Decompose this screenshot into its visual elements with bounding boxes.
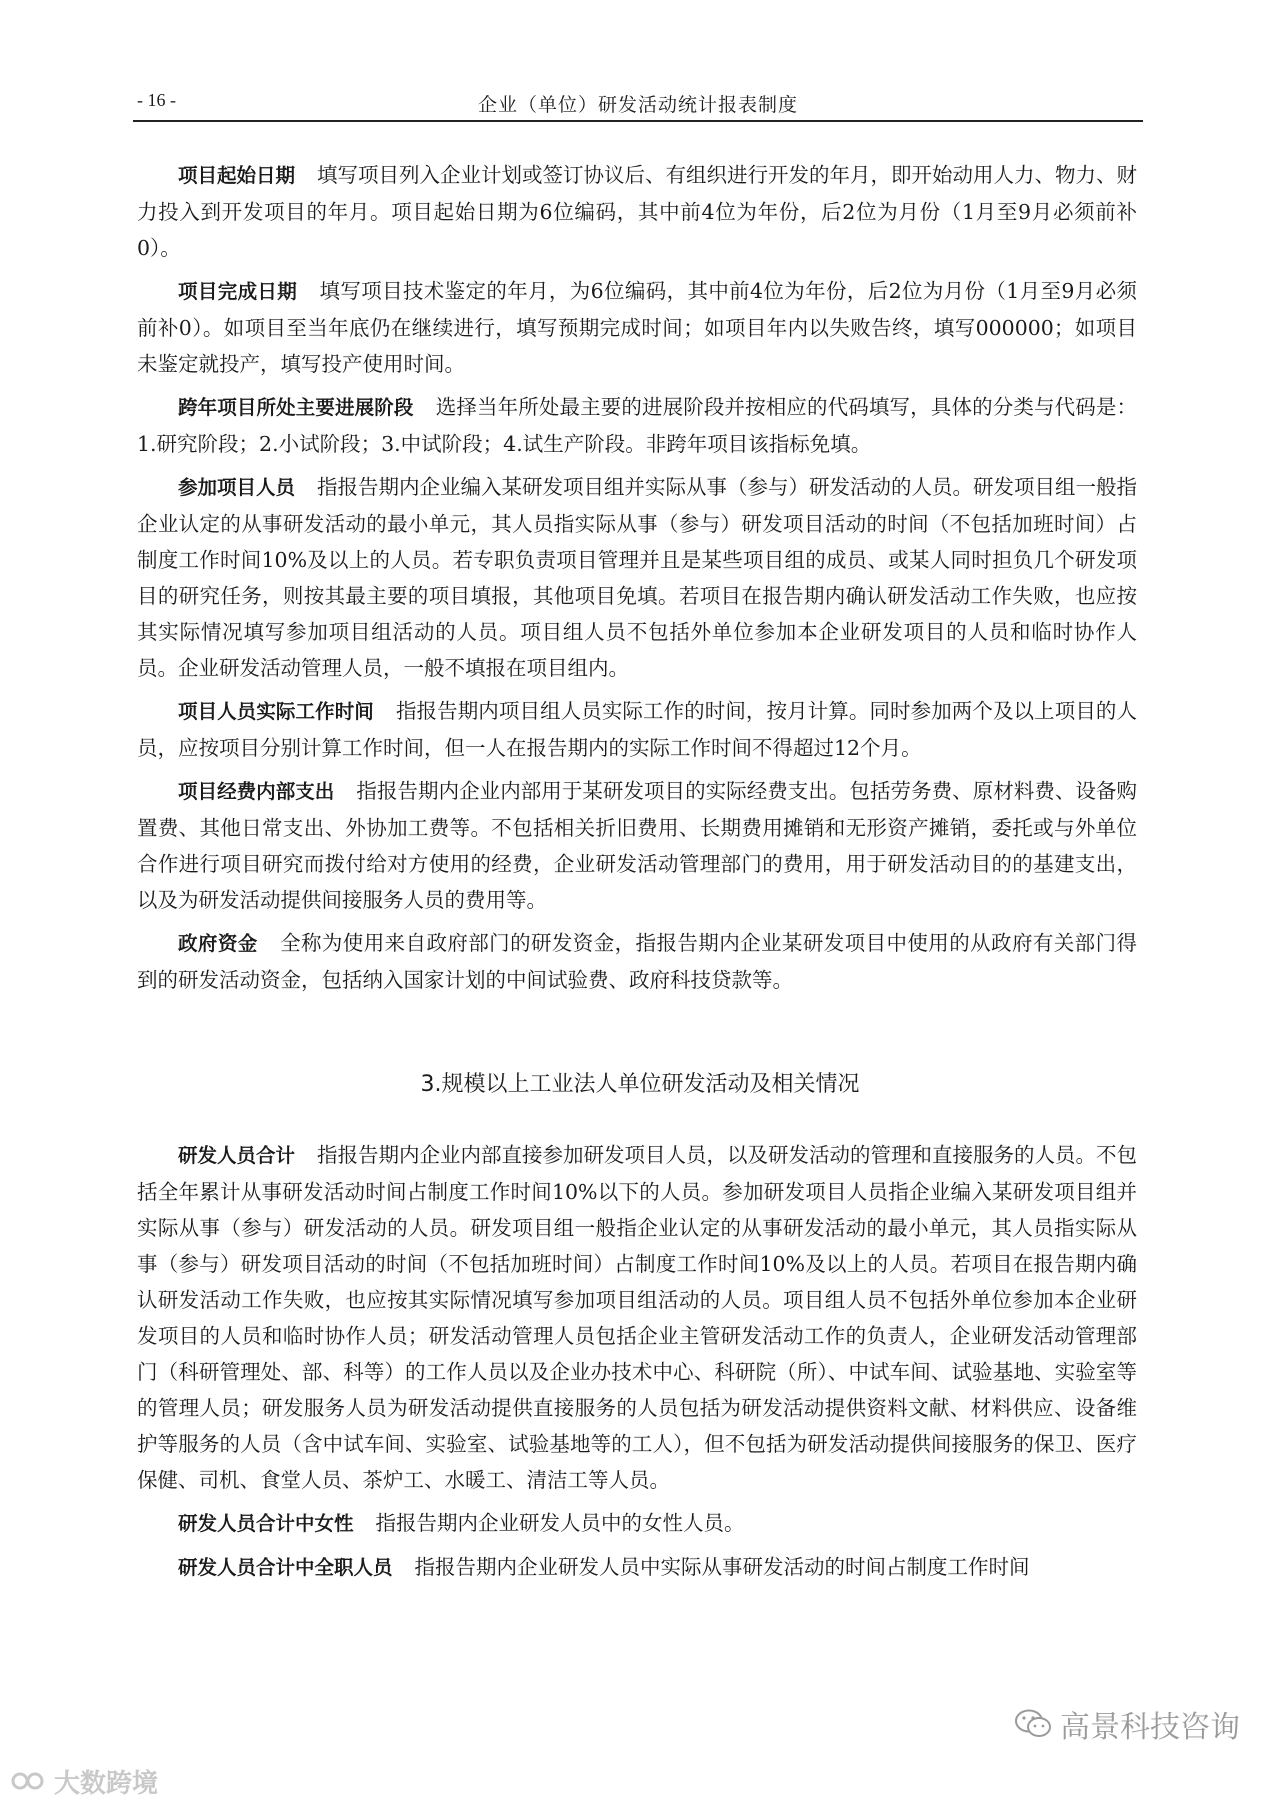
page-number: - 16 - [137, 90, 176, 110]
definition-text: 指报告期内企业编入某研发项目组并实际从事（参与）研发活动的人员。研发项目组一般指企业认定的从事研发活动的最小单元，其人员指实际从事（参与）研发项目活动的时间（不包括加班时间）占制度工作时间10%及以上的人员。若专职负责项目管理并且是某些项目组的成员、或某人同时担负几个研发项目的研究任务，则按其最主要的项目填报，其他项目免填。若项目在报告期内确认研发活动工作失败，也应按其实际情况填写参加项目组活动的人员。项目组人员不包括外单位参加本企业研发项目的人员和临时协作人员。企业研发活动管理人员，一般不填报在项目组内。 [137, 475, 1138, 680]
watermark-right-text: 高景科技咨询 [1060, 1710, 1240, 1745]
section-two [137, 1137, 1137, 1593]
definition-text: 指报告期内企业内部用于某研发项目的实际经费支出。包括劳务费、原材料费、设备购置费、其他日常支出、外协加工费等。不包括相关折旧费用、长期费用摊销和无形资产摊销，委托或与外单位合作进行项目研究而拨付给对方使用的经费，企业研发活动管理部门的费用，用于研发活动目的的基建支出，以及为研发活动提供间接服务人员的费用等。 [137, 779, 1137, 912]
definition-paragraph [137, 389, 1137, 462]
definition-text: 指报告期内企业研发人员中实际从事研发活动的时间占制度工作时间 [414, 1555, 1030, 1579]
definition-term: 研发人员合计中女性 [178, 1512, 354, 1535]
definition-term: 项目完成日期 [178, 280, 298, 303]
definition-paragraph [137, 773, 1137, 918]
definition-term: 政府资金 [178, 932, 258, 955]
definition-paragraph [137, 469, 1137, 686]
definition-term: 参加项目人员 [178, 476, 296, 499]
definition-term: 研发人员合计中全职人员 [178, 1556, 393, 1579]
definition-text: 全称为使用来自政府部门的研发资金，指报告期内企业某研发项目中使用的从政府有关部门得到的研发活动资金，包括纳入国家计划的中间试验费、政府科技贷款等。 [137, 931, 1137, 992]
brand-logo-icon [10, 1766, 46, 1796]
definition-paragraph [137, 693, 1137, 766]
definition-text: 指报告期内项目组人员实际工作的时间，按月计算。同时参加两个及以上项目的人员，应按项目分别计算工作时间，但一人在报告期内的实际工作时间不得超过12个月。 [137, 699, 1137, 760]
definition-paragraph [137, 273, 1137, 382]
definition-paragraph [137, 1505, 1137, 1542]
running-title: 企业（单位）研发活动统计报表制度 [477, 94, 798, 116]
page-header [133, 88, 1143, 122]
definition-text: 填写项目技术鉴定的年月，为6位编码，其中前4位为年份，后2位为月份（1月至9月必须前补0）。如项目至当年底仍在继续进行，填写预期完成时间；如项目年内以失败告终，填写000000；如项目未鉴定就投产，填写投产使用时间。 [137, 279, 1137, 376]
section-heading: 3.规模以上工业法人单位研发活动及相关情况 [420, 1072, 860, 1097]
definition-paragraph [137, 925, 1137, 998]
watermark-right [1014, 1700, 1240, 1748]
definition-paragraph [137, 1549, 1137, 1586]
definition-term: 研发人员合计 [178, 1144, 296, 1167]
definition-paragraph [137, 1137, 1137, 1498]
watermark-left [10, 1764, 158, 1798]
definition-term: 项目人员实际工作时间 [178, 700, 374, 723]
definition-term: 项目起始日期 [178, 164, 296, 187]
watermark-left-text: 大数跨境 [54, 1768, 159, 1799]
definition-text: 选择当年所处最主要的进展阶段并按相应的代码填写，具体的分类与代码是：1.研究阶段；2.小试阶段；3.中试阶段；4.试生产阶段。非跨年项目该指标免填。 [137, 395, 1137, 456]
definition-term: 项目经费内部支出 [178, 780, 335, 803]
definition-text: 指报告期内企业内部直接参加研发项目人员，以及研发活动的管理和直接服务的人员。不包括全年累计从事研发活动时间占制度工作时间10%以下的人员。参加研发项目人员指企业编入某研发项目组并实际从事（参与）研发活动的人员。研发项目组一般指企业认定的从事研发活动的最小单元，其人员指实际从事（参与）研发项目活动的时间（不包括加班时间）占制度工作时间10%及以上的人员。若项目在报告期内确认研发活动工作失败，也应按其实际情况填写参加项目组活动的人员。项目组人员不包括外单位参加本企业研发项目的人员和临时协作人员；研发活动管理人员包括企业主管研发活动工作的负责人，企业研发活动管理部门（科研管理处、部、科等）的工作人员以及企业办技术中心、科研院（所）、中试车间、试验基地、实验室等的管理人员；研发服务人员为研发活动提供直接服务的人员包括为研发活动提供资料文献、材料供应、设备维护等服务的人员（含中试车间、实验室、试验基地等的工人），但不包括为研发活动提供间接服务的保卫、医疗保健、司机、食堂人员、茶炉工、水暖工、清洁工等人员。 [137, 1143, 1138, 1492]
definition-paragraph [137, 157, 1137, 266]
definition-text: 填写项目列入企业计划或签订协议后、有组织进行开发的年月，即开始动用人力、物力、财力投入到开发项目的年月。项目起始日期为6位编码，其中前4位为年份，后2位为月份（1月至9月必须前补0）。 [137, 163, 1138, 260]
definition-term: 跨年项目所处主要进展阶段 [178, 396, 414, 419]
wechat-icon [1014, 1708, 1052, 1740]
section-one [137, 157, 1137, 1005]
definition-text: 指报告期内企业研发人员中的女性人员。 [375, 1511, 745, 1535]
